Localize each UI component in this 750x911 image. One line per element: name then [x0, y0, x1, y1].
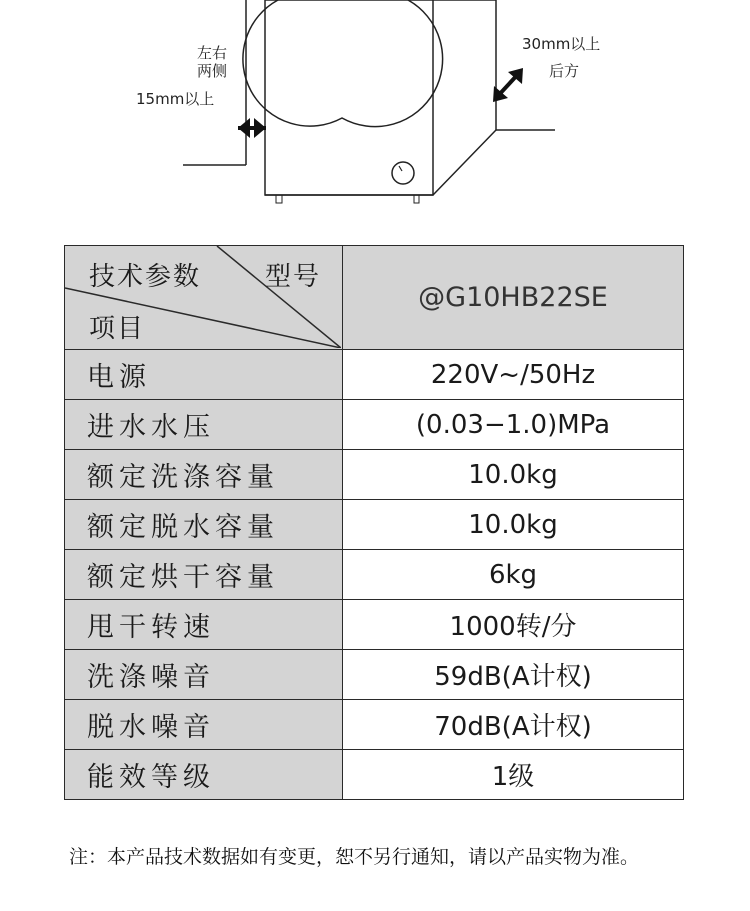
rear-label: 后方 — [549, 62, 580, 80]
washer-illustration — [0, 0, 750, 230]
table-row — [65, 500, 684, 550]
value-cell: 220V~/50Hz — [343, 350, 684, 400]
table-row — [65, 600, 684, 650]
header-params-label: 技术参数 — [89, 262, 202, 292]
table-row — [65, 700, 684, 750]
table-row — [65, 650, 684, 700]
param-cell: 甩干转速 — [65, 600, 343, 650]
param-cell: 额定洗涤容量 — [65, 450, 343, 500]
table-row — [65, 450, 684, 500]
rear-clearance-value: 30mm以上 — [522, 35, 601, 53]
spec-table — [64, 245, 684, 800]
param-cell: 电源 — [65, 350, 343, 400]
table-header-row — [65, 246, 684, 350]
left-clearance-value: 15mm以上 — [136, 90, 215, 108]
param-cell: 能效等级 — [65, 750, 343, 800]
table-row — [65, 550, 684, 600]
table-row — [65, 350, 684, 400]
param-cell: 进水水压 — [65, 400, 343, 450]
value-cell: 10.0kg — [343, 500, 684, 550]
left-side-label — [192, 44, 232, 80]
param-cell: 额定脱水容量 — [65, 500, 343, 550]
installation-clearance-diagram — [0, 0, 750, 230]
param-cell: 洗涤噪音 — [65, 650, 343, 700]
table-row — [65, 400, 684, 450]
header-item-label: 项目 — [89, 314, 146, 344]
param-cell: 脱水噪音 — [65, 700, 343, 750]
value-cell: 70dB(A计权) — [343, 700, 684, 750]
value-cell: 6kg — [343, 550, 684, 600]
value-cell: (0.03−1.0)MPa — [343, 400, 684, 450]
model-value: @G10HB22SE — [343, 246, 684, 350]
footnote: 注：本产品技术数据如有变更，恕不另行通知，请以产品实物为准。 — [69, 846, 640, 868]
left-side-label-line1: 左右 — [196, 44, 227, 62]
left-side-label-line2: 两侧 — [196, 62, 227, 80]
param-cell: 额定烘干容量 — [65, 550, 343, 600]
value-cell: 1000转/分 — [343, 600, 684, 650]
value-cell: 1级 — [343, 750, 684, 800]
table-row — [65, 750, 684, 800]
value-cell: 59dB(A计权) — [343, 650, 684, 700]
header-diagonal-cell — [65, 246, 343, 350]
value-cell: 10.0kg — [343, 450, 684, 500]
header-model-label: 型号 — [265, 262, 322, 292]
